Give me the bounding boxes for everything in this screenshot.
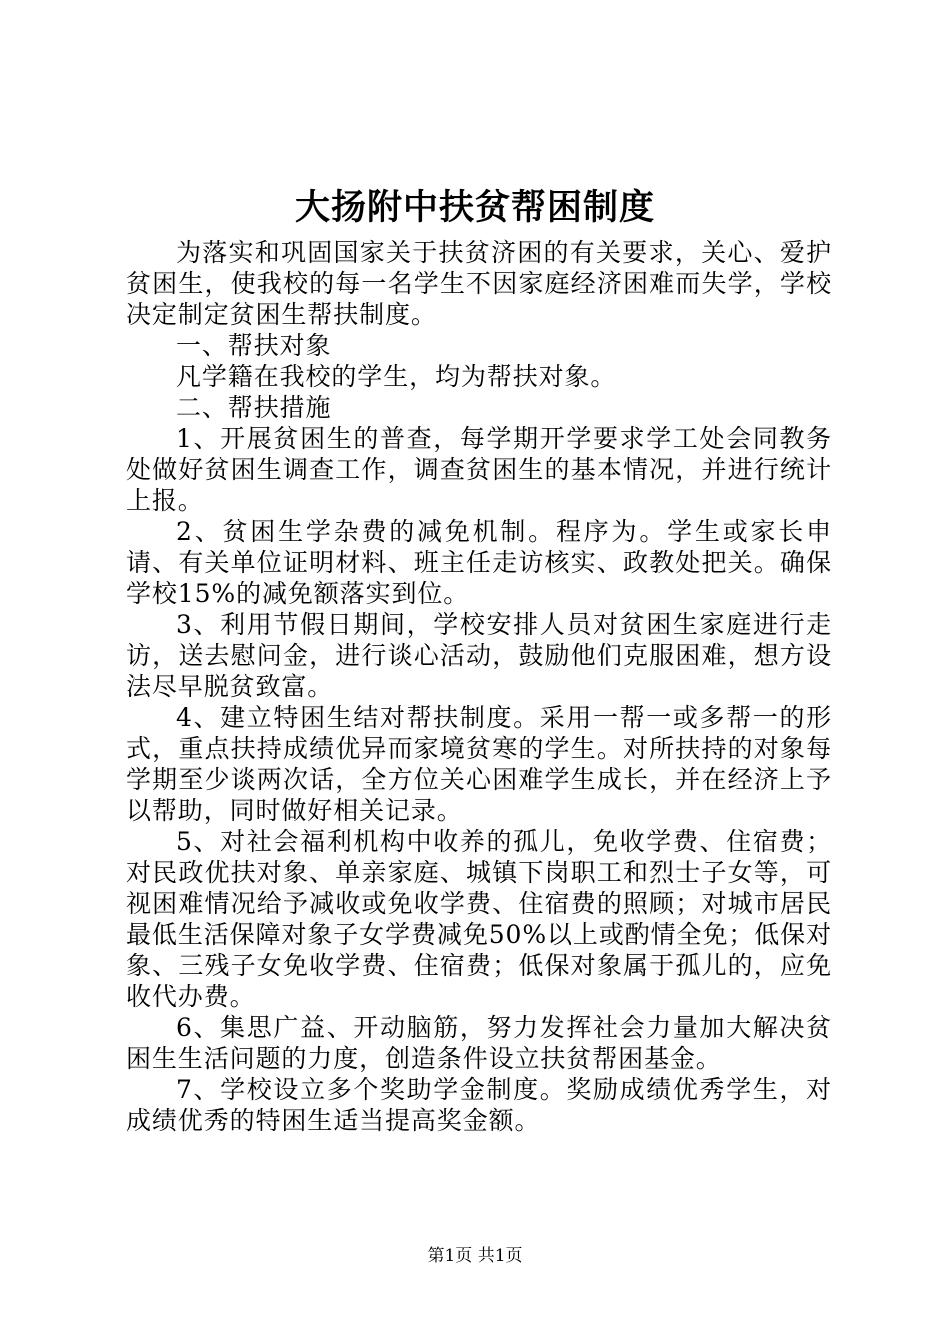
paragraph-measure-1: 1、开展贫困生的普查，每学期开学要求学工处会同教务处做好贫困生调查工作，调查贫困生的基本情况，并进行统计上报。 bbox=[126, 424, 832, 515]
paragraph-intro: 为落实和巩固国家关于扶贫济困的有关要求，关心、爱护贫困生，使我校的每一名学生不因家庭经济困难而失学，学校决定制定贫困生帮扶制度。 bbox=[126, 238, 832, 329]
paragraph-measure-2: 2、贫困生学杂费的减免机制。程序为。学生或家长申请、有关单位证明材料、班主任走访核实、政教处把关。确保学校15%的减免额落实到位。 bbox=[126, 517, 832, 608]
section-heading-measures: 二、帮扶措施 bbox=[176, 393, 332, 422]
document-title: 大扬附中扶贫帮困制度 bbox=[294, 187, 655, 228]
paragraph-measure-4: 4、建立特困生结对帮扶制度。采用一帮一或多帮一的形式，重点扶持成绩优异而家境贫寒的学生。对所扶持的对象每学期至少谈两次话，全方位关心困难学生成长，并在经济上予以帮助，同时做好相关记录。 bbox=[126, 703, 832, 825]
paragraph-measure-3: 3、利用节假日期间，学校安排人员对贫困生家庭进行走访，送去慰问金，进行谈心活动，鼓励他们克服困难，想方设法尽早脱贫致富。 bbox=[126, 610, 832, 701]
page-footer: 第1页 共1页 bbox=[427, 1246, 523, 1266]
document-body bbox=[126, 237, 832, 1136]
section-heading-targets: 一、帮扶对象 bbox=[176, 331, 332, 360]
paragraph-measure-7: 7、学校设立多个奖助学金制度。奖励成绩优秀学生，对成绩优秀的特困生适当提高奖金额。 bbox=[126, 1075, 832, 1135]
paragraph-measure-5: 5、对社会福利机构中收养的孤儿，免收学费、住宿费；对民政优扶对象、单亲家庭、城镇下岗职工和烈士子女等，可视困难情况给予减收或免收学费、住宿费的照顾；对城市居民最低生活保障对象子女学费减免50%以上或酌情全免；低保对象、三残子女免收学费、住宿费；低保对象属于孤儿的，应免收代办费。 bbox=[126, 827, 832, 1011]
paragraph-measure-6: 6、集思广益、开动脑筋，努力发挥社会力量加大解决贫困生生活问题的力度，创造条件设立扶贫帮困基金。 bbox=[126, 1013, 832, 1073]
paragraph-targets: 凡学籍在我校的学生，均为帮扶对象。 bbox=[176, 362, 617, 391]
